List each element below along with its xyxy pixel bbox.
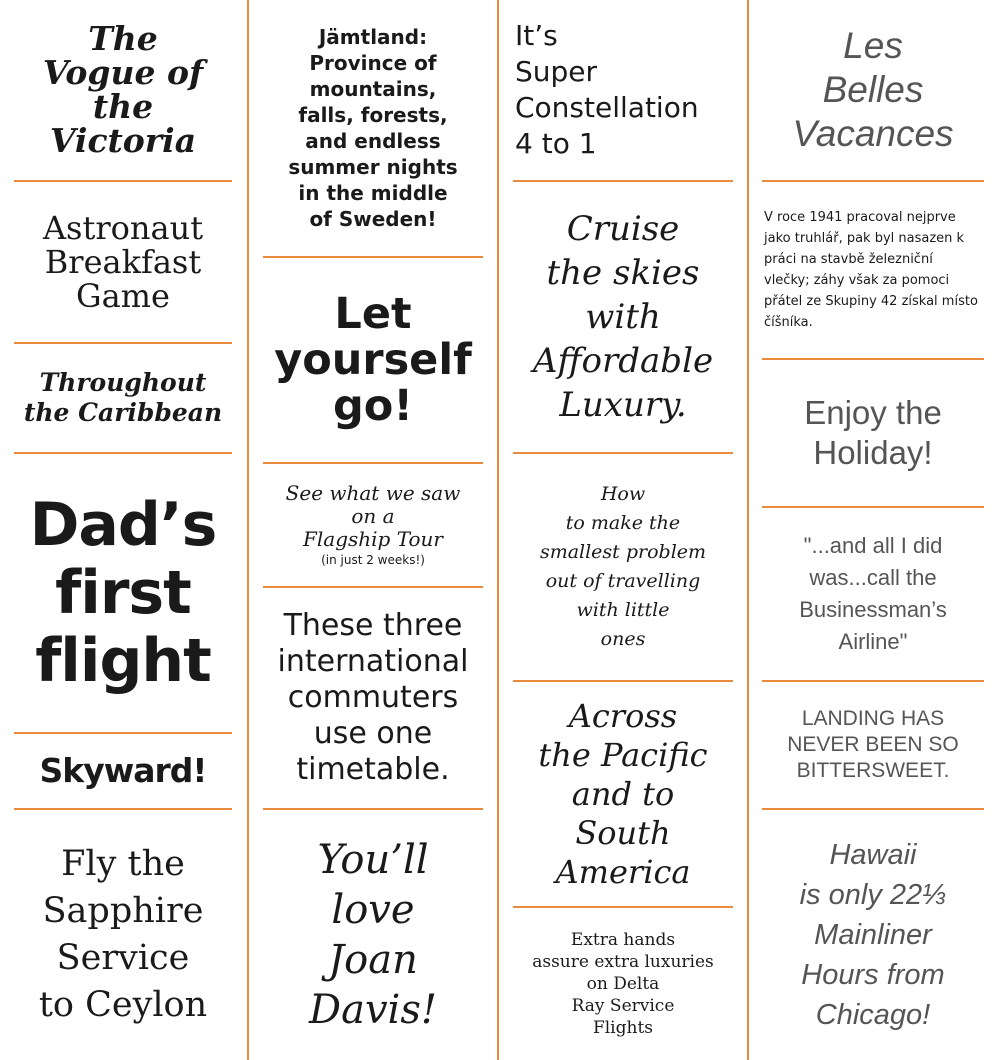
specimen-vogue-victoria: The Vogue of the Victoria (14, 0, 232, 182)
specimen-three-commuters: These three international commuters use one timetable. (263, 588, 483, 810)
specimen-let-yourself-go: Let yourself go! (263, 258, 483, 464)
specimen-fly-sapphire: Fly the Sapphire Service to Ceylon (38, 844, 208, 1025)
specimen-hawaii-chicago: Hawaii is only 22⅓ Mainliner Hours from Chicago! (799, 839, 947, 1031)
specimen-czech-paragraph: V roce 1941 pracoval nejprve jako truhlář, pak byl nasazen k práci na stavbě železniční vlečky; záhy však za pomoci přátel ze Skupiny 42 získal místo číšníka. (762, 182, 984, 360)
specimen-jamtland: Jämtland: Province of mountains, falls, forests, and endless summer nights in the middle of Sweden! (263, 0, 483, 258)
column-divider (747, 0, 749, 1060)
specimen-landing-bittersweet: LANDING HAS NEVER BEEN SO BITTERSWEET. (762, 682, 984, 810)
specimen-flagship-tour: See what we saw on a Flagship Tour (in just 2 weeks!) (263, 464, 483, 588)
specimen-businessmans-airline: "...and all I did was...call the Businessman’s Airline" (762, 508, 984, 682)
specimen-joan-davis: You’ll love Joan Davis! (309, 837, 437, 1033)
specimen-extra-hands: Extra hands assure extra luxuries on Delta Ray Service Flights (532, 930, 714, 1038)
specimen-super-constellation: It’s Super Constellation 4 to 1 (513, 0, 733, 182)
column-divider (497, 0, 499, 1060)
specimen-column-2 (263, 0, 483, 1060)
specimen-cruise-the-skies: Cruise the skies with Affordable Luxury. (513, 182, 733, 454)
specimen-smallest-problem: How to make the smallest problem out of travelling with little ones (513, 454, 733, 682)
specimen-column-1 (14, 0, 232, 1060)
specimen-column-3 (513, 0, 733, 1060)
specimen-column-4 (762, 0, 984, 1060)
column-divider (247, 0, 249, 1060)
specimen-astronaut-breakfast: Astronaut Breakfast Game (14, 182, 232, 344)
specimen-dads-first-flight: Dad’s first flight (14, 454, 232, 734)
specimen-throughout-caribbean: Throughout the Caribbean (14, 344, 232, 454)
specimen-belles-vacances: Les Belles Vacances (762, 0, 984, 182)
specimen-enjoy-holiday: Enjoy the Holiday! (762, 360, 984, 508)
specimen-skyward: Skyward! (14, 734, 232, 810)
specimen-across-pacific: Across the Pacific and to South America (513, 682, 733, 908)
